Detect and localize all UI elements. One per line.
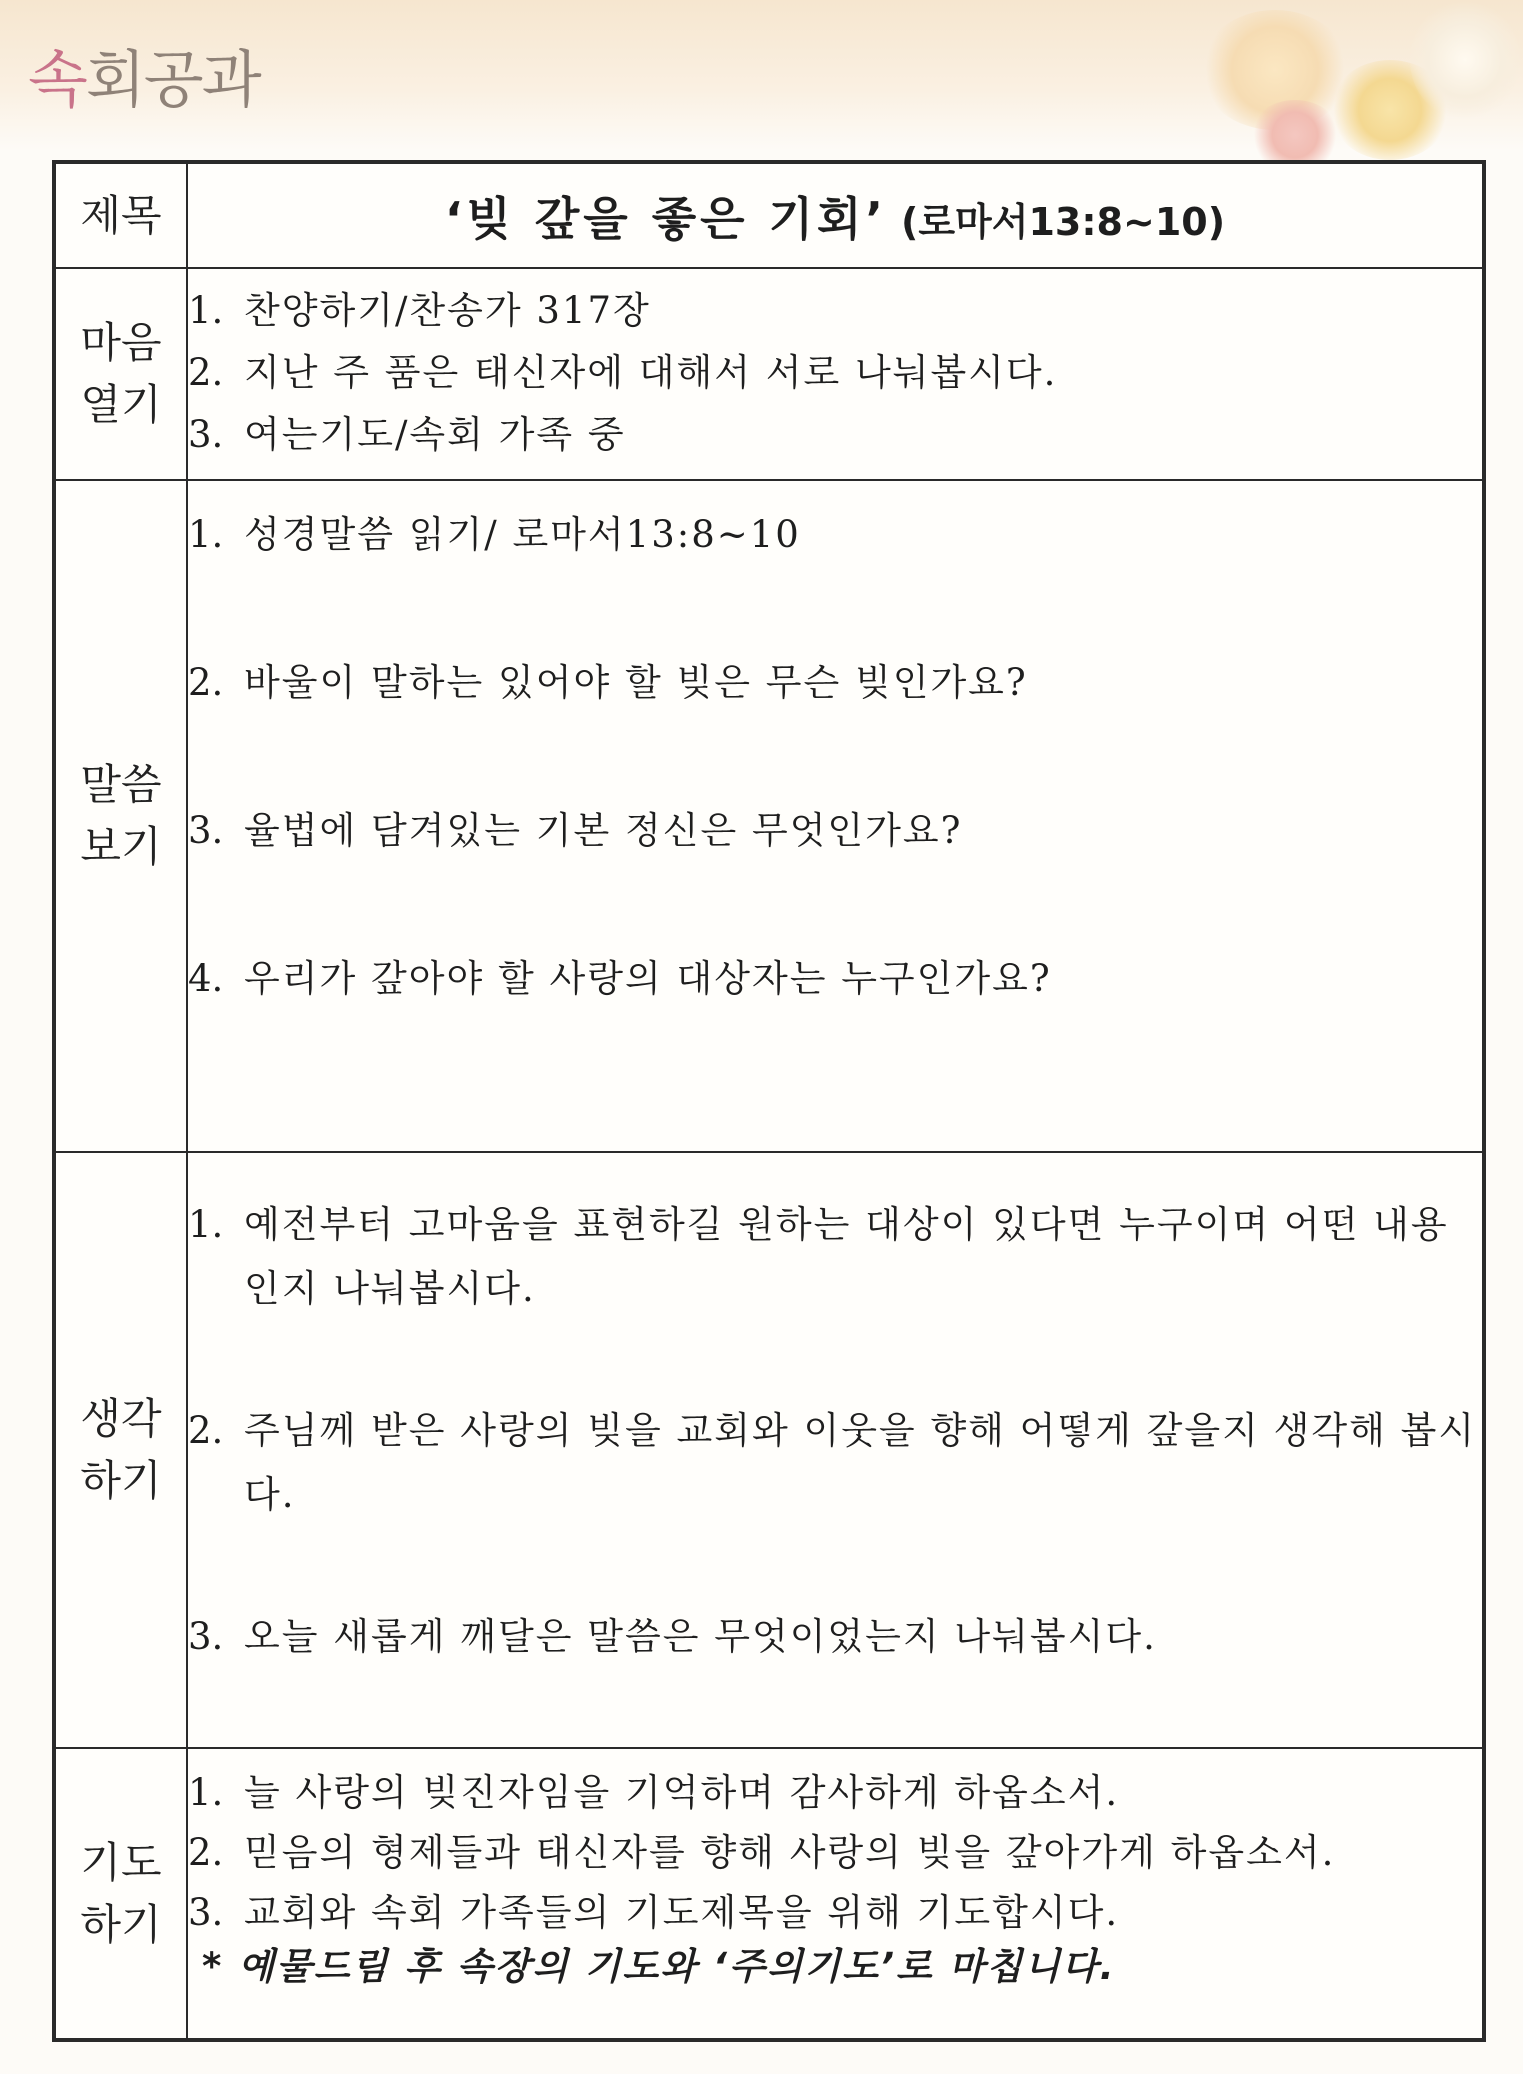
item-number: 1. — [188, 513, 224, 556]
item-number: 1. — [188, 1203, 224, 1246]
section-label-line: 하기 — [80, 1899, 162, 1949]
list-item — [188, 1887, 1482, 1939]
item-number: 1. — [188, 1771, 224, 1814]
section-row-read-word — [54, 480, 1484, 1152]
lesson-table — [52, 160, 1486, 2042]
list-item — [188, 285, 1482, 337]
list-item — [188, 1193, 1482, 1321]
list-item — [188, 1399, 1482, 1527]
item-text: 지난 주 품은 태신자에 대해서 서로 나눠봅시다. — [244, 351, 1058, 394]
item-number: 2. — [188, 1831, 224, 1874]
item-text: 찬양하기/찬송가 317장 — [244, 289, 651, 332]
section-row-think — [54, 1152, 1484, 1748]
section-content — [187, 1748, 1484, 2040]
title-content — [187, 162, 1484, 268]
section-content — [187, 480, 1484, 1152]
item-text: 믿음의 형제들과 태신자를 향해 사랑의 빚을 갚아가게 하옵소서. — [244, 1831, 1336, 1874]
list-item — [188, 1767, 1482, 1819]
item-text: 예전부터 고마움을 표현하길 원하는 대상이 있다면 누구이며 어떤 내용인지 나눠봅시다. — [244, 1203, 1449, 1310]
section-label — [54, 268, 187, 480]
closing-note: * 예물드림 후 속장의 기도와 ‘주의기도’로 마칩니다. — [202, 1945, 1116, 1988]
section-label-line: 하기 — [80, 1456, 162, 1505]
list-item — [188, 1827, 1482, 1879]
list-item — [188, 657, 1482, 709]
page-title — [28, 30, 260, 119]
item-number: 3. — [188, 1615, 224, 1658]
item-text: 주님께 받은 사랑의 빚을 교회와 이웃을 향해 어떻게 갚을지 생각해 봅시다. — [244, 1409, 1477, 1516]
item-text: 여는기도/속회 가족 중 — [244, 413, 626, 456]
item-number: 2. — [188, 1409, 224, 1452]
item-text: 바울이 말하는 있어야 할 빚은 무슨 빚인가요? — [244, 661, 1028, 704]
item-number: 3. — [188, 1891, 224, 1934]
flower-decoration-icon — [1410, 0, 1520, 120]
item-number: 2. — [188, 351, 224, 394]
section-content — [187, 1152, 1484, 1748]
section-label — [54, 1748, 187, 2040]
section-row-open-heart — [54, 268, 1484, 480]
item-number: 1. — [188, 289, 224, 332]
section-label — [54, 480, 187, 1152]
list-item — [188, 347, 1482, 399]
item-text: 우리가 갚아야 할 사랑의 대상자는 누구인가요? — [244, 957, 1052, 1000]
item-text: 교회와 속회 가족들의 기도제목을 위해 기도합시다. — [244, 1891, 1120, 1934]
section-row-pray — [54, 1748, 1484, 2040]
page-title-first-char: 속 — [28, 43, 86, 116]
list-item — [188, 409, 1482, 461]
item-number: 3. — [188, 809, 224, 852]
section-label-line: 말씀 — [80, 760, 162, 809]
item-text: 성경말씀 읽기/ 로마서13:8~10 — [244, 513, 801, 556]
title-row — [54, 162, 1484, 268]
section-content — [187, 268, 1484, 480]
section-label-line: 생각 — [80, 1394, 162, 1443]
item-number: 2. — [188, 661, 224, 704]
item-number: 3. — [188, 413, 224, 456]
section-label-line: 기도 — [80, 1837, 162, 1887]
section-label-line: 마음 — [80, 318, 162, 367]
list-item — [188, 953, 1482, 1005]
item-text: 율법에 담겨있는 기본 정신은 무엇인가요? — [244, 809, 963, 852]
item-number: 4. — [188, 957, 224, 1000]
list-item — [188, 509, 1482, 561]
list-item — [188, 1605, 1482, 1669]
section-label — [54, 1152, 187, 1748]
title-label: 제목 — [54, 162, 187, 268]
item-text: 늘 사랑의 빚진자임을 기억하며 감사하게 하옵소서. — [244, 1771, 1120, 1814]
page-title-rest: 회공과 — [85, 43, 260, 116]
section-label-line: 열기 — [80, 380, 162, 429]
section-label-line: 보기 — [80, 822, 162, 871]
item-text: 오늘 새롭게 깨달은 말씀은 무엇이었는지 나눠봅시다. — [244, 1615, 1157, 1658]
list-item — [188, 805, 1482, 857]
lesson-title: ‘빚 갚을 좋은 기회’ — [444, 191, 887, 246]
lesson-reference: (로마서13:8~10) — [900, 199, 1226, 244]
